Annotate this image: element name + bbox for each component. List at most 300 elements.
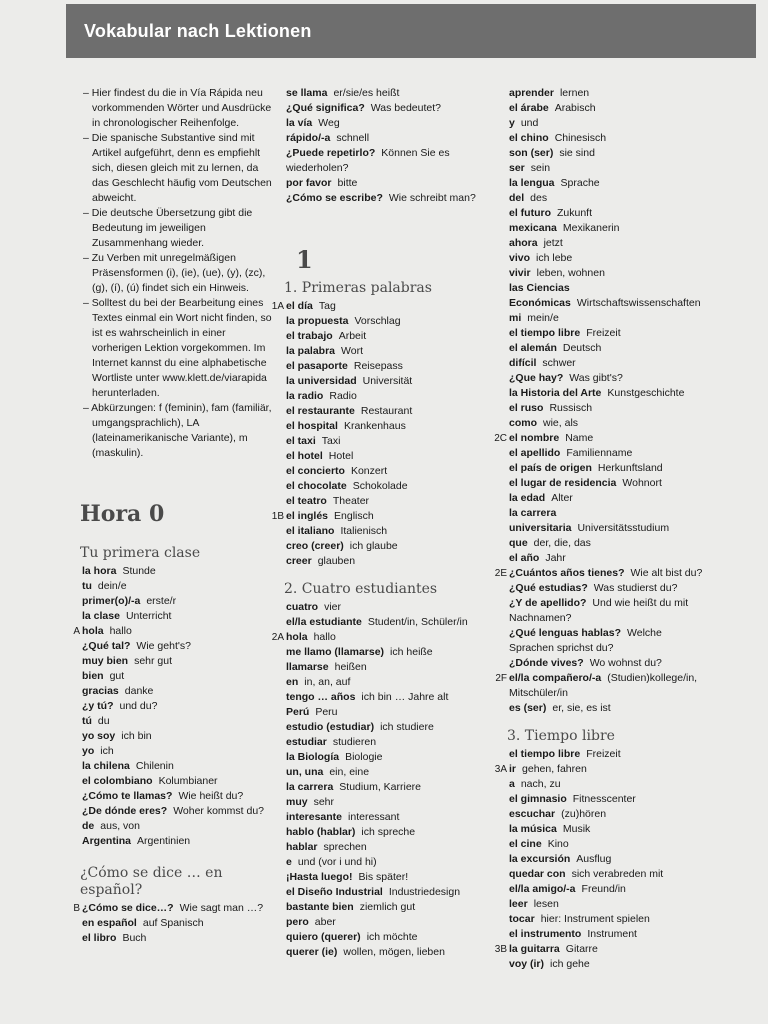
spanish-term: la radio <box>286 390 324 402</box>
spanish-term: estudiar <box>286 736 327 748</box>
german-translation: Taxi <box>321 435 341 447</box>
vocab-entry <box>493 236 703 251</box>
spanish-term: ¿Qué lenguas hablas? <box>509 627 622 639</box>
spanish-term: el tiempo libre <box>509 327 581 339</box>
german-translation: Ausflug <box>576 853 612 865</box>
german-translation: ich bin <box>121 730 152 742</box>
vocab-list <box>493 747 703 972</box>
vocab-entry <box>493 341 703 356</box>
spanish-term: yo soy <box>82 730 116 742</box>
spanish-term: la chilena <box>82 760 130 772</box>
spanish-term: mexicana <box>509 222 557 234</box>
german-translation: Radio <box>329 390 357 402</box>
exercise-marker: 2E <box>494 568 507 579</box>
german-translation: Universitätsstudium <box>577 522 670 534</box>
spanish-term: la propuesta <box>286 315 349 327</box>
german-translation: Arbeit <box>338 330 367 342</box>
german-translation: Studium, Karriere <box>339 781 421 793</box>
german-translation: lernen <box>559 87 590 99</box>
spanish-term: ir <box>509 763 517 775</box>
german-translation: studieren <box>332 736 377 748</box>
german-translation: Alter <box>551 492 573 504</box>
german-translation: Kolumbianer <box>158 775 218 787</box>
vocab-list <box>66 901 276 946</box>
vocab-entry <box>493 551 703 566</box>
vocab-entry <box>66 819 276 834</box>
spanish-term: llamarse <box>286 661 329 673</box>
vocab-entry <box>270 780 490 795</box>
spanish-term: la guitarra <box>509 943 560 955</box>
spanish-term: ¿Y de apellido? <box>509 597 587 609</box>
german-translation: Chilenin <box>135 760 174 772</box>
spanish-term: aprender <box>509 87 554 99</box>
german-translation: Woher kommst du? <box>173 805 265 817</box>
german-translation: Arabisch <box>554 102 596 114</box>
german-translation: Können Sie es wiederholen? <box>286 147 450 174</box>
spanish-term: el árabe <box>509 102 549 114</box>
vocab-entry <box>493 416 703 431</box>
vocab-entry <box>493 837 703 852</box>
note-item: – Die spanische Substantive sind mit Artikel aufgeführt, denn es empfiehlt sich, diesen gleich mit zu lernen, da das Geschlecht häufig vom Deutschen abweicht. <box>83 132 272 204</box>
vocab-entry <box>493 762 703 777</box>
vocab-entry <box>66 774 276 789</box>
vocab-entry <box>66 834 276 849</box>
german-translation: nach, zu <box>520 778 561 790</box>
german-translation: ich spreche <box>361 826 416 838</box>
spanish-term: vivir <box>509 267 531 279</box>
german-translation: Musik <box>562 823 591 835</box>
vocab-entry <box>270 705 490 720</box>
vocab-list <box>493 86 703 716</box>
german-translation: Industriedesign <box>388 886 461 898</box>
spanish-term: Argentina <box>82 835 132 847</box>
spanish-term: ¿Dónde vives? <box>509 657 584 669</box>
vocab-entry <box>493 266 703 281</box>
spanish-term: el taxi <box>286 435 316 447</box>
spanish-term: quedar con <box>509 868 566 880</box>
vocab-entry <box>270 86 490 101</box>
vocab-entry <box>270 930 490 945</box>
german-translation: erste/r <box>146 595 177 607</box>
german-translation: Italienisch <box>340 525 388 537</box>
german-translation: Mexikanerin <box>562 222 620 234</box>
spanish-term: el apellido <box>509 447 561 459</box>
vocab-entry <box>270 645 490 660</box>
section-title: ¿Cómo se dice … en español? <box>80 865 223 898</box>
german-translation: leben, wohnen <box>536 267 605 279</box>
spanish-term: el/la compañero/-a <box>509 672 602 684</box>
vocab-entry <box>493 161 703 176</box>
german-translation: schnell <box>336 132 370 144</box>
spanish-term: ¿y tú? <box>82 700 114 712</box>
spanish-term: la lengua <box>509 177 555 189</box>
spanish-term: la edad <box>509 492 546 504</box>
german-translation: Wort <box>341 345 364 357</box>
exercise-marker: 2F <box>495 673 507 684</box>
german-translation: Unterricht <box>125 610 172 622</box>
vocab-entry <box>270 419 490 434</box>
vocab-entry <box>493 386 703 401</box>
vocab-entry <box>66 639 276 654</box>
spanish-term: el hospital <box>286 420 338 432</box>
column-middle <box>270 86 490 960</box>
vocab-entry <box>493 566 703 581</box>
vocab-entry <box>493 326 703 341</box>
vocab-entry <box>493 852 703 867</box>
vocab-entry <box>493 807 703 822</box>
spanish-term: estudio (estudiar) <box>286 721 375 733</box>
spanish-term: difícil <box>509 357 537 369</box>
spanish-term: tengo … años <box>286 691 356 703</box>
vocab-entry <box>270 885 490 900</box>
spanish-term: muy <box>286 796 308 808</box>
spanish-term: hola <box>286 631 308 643</box>
spanish-term: quiero (querer) <box>286 931 361 943</box>
german-translation: ich gehe <box>550 958 590 970</box>
german-translation: Fitnesscenter <box>572 793 636 805</box>
vocab-entry <box>493 596 703 626</box>
vocab-entry <box>270 389 490 404</box>
german-translation: interessant <box>348 811 400 823</box>
vocab-entry <box>493 131 703 146</box>
spanish-term: por favor <box>286 177 332 189</box>
vocab-entry <box>66 564 276 579</box>
vocab-entry <box>493 251 703 266</box>
german-translation: Freizeit <box>586 327 621 339</box>
german-translation: Krankenhaus <box>343 420 406 432</box>
vocab-entry <box>66 714 276 729</box>
spanish-term: pero <box>286 916 309 928</box>
german-translation: ziemlich gut <box>359 901 416 913</box>
vocab-entry <box>66 931 276 946</box>
exercise-marker: 3A <box>494 764 507 775</box>
german-translation: Freizeit <box>586 748 621 760</box>
vocab-entry <box>493 912 703 927</box>
spanish-term: ¿Qué tal? <box>82 640 131 652</box>
spanish-term: la carrera universitaria <box>509 507 572 534</box>
vocab-entry <box>66 901 276 916</box>
spanish-term: el alemán <box>509 342 557 354</box>
german-translation: er, sie, es ist <box>552 702 611 714</box>
vocab-entry <box>270 344 490 359</box>
spanish-term: leer <box>509 898 528 910</box>
vocab-entry <box>270 509 490 524</box>
german-translation: Freund/in <box>581 883 626 895</box>
vocab-entry <box>493 897 703 912</box>
vocab-entry <box>270 524 490 539</box>
vocab-entry <box>493 491 703 506</box>
vocab-list <box>270 299 490 569</box>
spanish-term: creer <box>286 555 312 567</box>
vocab-entry <box>66 579 276 594</box>
spanish-term: ¿Cómo te llamas? <box>82 790 173 802</box>
vocab-entry <box>493 446 703 461</box>
vocab-entry <box>270 359 490 374</box>
vocab-entry <box>493 146 703 161</box>
german-translation: Deutsch <box>562 342 602 354</box>
german-translation: Was studierst du? <box>593 582 678 594</box>
vocab-entry <box>270 146 490 176</box>
spanish-term: el/la amigo/-a <box>509 883 576 895</box>
german-translation: (zu)hören <box>561 808 607 820</box>
vocab-entry <box>270 116 490 131</box>
exercise-marker: A <box>73 626 80 637</box>
vocab-entry <box>66 684 276 699</box>
german-translation: Stunde <box>122 565 156 577</box>
german-translation: vier <box>324 601 342 613</box>
german-translation: aus, von <box>100 820 140 832</box>
spanish-term: vivo <box>509 252 531 264</box>
vocab-entry <box>493 656 703 671</box>
spanish-term: en español <box>82 917 137 929</box>
german-translation: Theater <box>332 495 370 507</box>
vocab-entry <box>270 299 490 314</box>
german-translation: sprechen <box>323 841 367 853</box>
spanish-term: ¿Que hay? <box>509 372 564 384</box>
german-translation: Universität <box>362 375 413 387</box>
spanish-term: el gimnasio <box>509 793 567 805</box>
vocab-entry <box>493 461 703 476</box>
vocab-entry <box>270 855 490 870</box>
vocab-entry <box>270 870 490 885</box>
spanish-term: el nombre <box>509 432 560 444</box>
vocab-entry <box>493 626 703 656</box>
german-translation: Argentinien <box>137 835 191 847</box>
vocab-entry <box>270 539 490 554</box>
german-translation: ich glaube <box>349 540 398 552</box>
german-translation: Welche Sprachen sprichst du? <box>509 627 662 654</box>
vocab-entry <box>270 720 490 735</box>
vocab-entry <box>66 804 276 819</box>
spanish-term: un, una <box>286 766 324 778</box>
lesson-number: 1 <box>296 245 313 274</box>
spanish-term: tu <box>82 580 92 592</box>
vocab-entry <box>493 581 703 596</box>
german-translation: Weg <box>318 117 340 129</box>
vocab-entry <box>493 191 703 206</box>
spanish-term: como <box>509 417 538 429</box>
vocab-entry <box>493 116 703 131</box>
vocab-entry <box>66 654 276 669</box>
german-translation: Schokolade <box>352 480 408 492</box>
german-translation: sehr <box>313 796 335 808</box>
vocab-entry <box>493 401 703 416</box>
german-translation: glauben <box>317 555 356 567</box>
spanish-term: la palabra <box>286 345 336 357</box>
vocab-entry <box>270 795 490 810</box>
spanish-term: el teatro <box>286 495 327 507</box>
german-translation: sie sind <box>559 147 595 159</box>
german-translation: Kino <box>547 838 569 850</box>
german-translation: Buch <box>122 932 147 944</box>
german-translation: danke <box>124 685 154 697</box>
vocab-list <box>66 564 276 849</box>
vocab-entry <box>493 822 703 837</box>
spanish-term: la vía <box>286 117 313 129</box>
vocab-entry <box>270 449 490 464</box>
spanish-term: ahora <box>509 237 538 249</box>
german-translation: Tag <box>318 300 336 312</box>
vocab-entry <box>270 735 490 750</box>
german-translation: lesen <box>533 898 559 910</box>
german-translation: jetzt <box>543 237 563 249</box>
spanish-term: ¿Puede repetirlo? <box>286 147 376 159</box>
spanish-term: el tiempo libre <box>509 748 581 760</box>
spanish-term: tú <box>82 715 92 727</box>
german-translation: Bis später! <box>358 871 409 883</box>
spanish-term: gracias <box>82 685 119 697</box>
section-title: 3. Tiempo libre <box>507 728 615 744</box>
german-translation: Reisepass <box>353 360 403 372</box>
note-item: – Abkürzungen: f (feminin), fam (familiär, umgangsprachlich), LA (lateinamerikanische Variante), m (maskulin). <box>83 402 272 459</box>
spanish-term: el año <box>509 552 540 564</box>
spanish-term: el Diseño Industrial <box>286 886 383 898</box>
spanish-term: la música <box>509 823 557 835</box>
spanish-term: mi <box>509 312 522 324</box>
german-translation: Und wie heißt du mit Nachnamen? <box>509 597 689 624</box>
spanish-term: bastante bien <box>286 901 354 913</box>
german-translation: Wirtschaftswissenschaften <box>576 297 701 309</box>
spanish-term: el día <box>286 300 313 312</box>
vocab-entry <box>66 594 276 609</box>
german-translation: sich verabreden mit <box>571 868 664 880</box>
vocab-entry <box>270 630 490 645</box>
vocab-entry <box>270 479 490 494</box>
section-title: 2. Cuatro estudiantes <box>284 581 438 597</box>
german-translation: Wie sagt man …? <box>179 902 264 914</box>
vocab-entry <box>270 660 490 675</box>
german-translation: Wie heißt du? <box>178 790 244 802</box>
notes-list <box>66 86 276 461</box>
german-translation: Wie schreibt man? <box>388 192 476 204</box>
german-translation: schwer <box>542 357 576 369</box>
vocab-entry <box>493 792 703 807</box>
spanish-term: el ruso <box>509 402 544 414</box>
vocab-entry <box>493 927 703 942</box>
vocab-entry <box>270 690 490 705</box>
vocab-entry <box>493 701 703 716</box>
german-translation: der, die, das <box>533 537 591 549</box>
german-translation: Wo wohnst du? <box>589 657 662 669</box>
vocab-entry <box>66 699 276 714</box>
german-translation: Name <box>565 432 594 444</box>
exercise-marker: 3B <box>494 944 507 955</box>
spanish-term: y <box>509 117 515 129</box>
vocab-entry <box>66 789 276 804</box>
vocab-entry <box>270 131 490 146</box>
vocab-entry <box>270 329 490 344</box>
spanish-term: rápido/-a <box>286 132 331 144</box>
spanish-term: se llama <box>286 87 328 99</box>
german-translation: hier: Instrument spielen <box>540 913 650 925</box>
spanish-term: e <box>286 856 292 868</box>
german-translation: Herkunftsland <box>597 462 663 474</box>
german-translation: Hotel <box>328 450 354 462</box>
vocab-entry <box>493 536 703 551</box>
vocab-entry <box>270 825 490 840</box>
german-translation: Sprache <box>560 177 600 189</box>
hora0-title: Hora 0 <box>80 501 165 527</box>
column-left <box>66 86 276 946</box>
exercise-marker: 2A <box>271 632 284 643</box>
vocab-entry <box>66 729 276 744</box>
vocab-entry <box>270 314 490 329</box>
german-translation: ich heiße <box>390 646 433 658</box>
german-translation: dein/e <box>97 580 127 592</box>
spanish-term: el pasaporte <box>286 360 348 372</box>
spanish-term: creo (creer) <box>286 540 344 552</box>
spanish-term: yo <box>82 745 95 757</box>
spanish-term: el italiano <box>286 525 335 537</box>
spanish-term: la carrera <box>286 781 334 793</box>
german-translation: mein/e <box>527 312 559 324</box>
spanish-term: a <box>509 778 515 790</box>
spanish-term: el libro <box>82 932 117 944</box>
vocab-entry <box>493 957 703 972</box>
spanish-term: voy (ir) <box>509 958 545 970</box>
spanish-term: el instrumento <box>509 928 582 940</box>
german-translation: Student/in, Schüler/in <box>367 616 468 628</box>
vocab-entry <box>493 206 703 221</box>
spanish-term: son (ser) <box>509 147 554 159</box>
spanish-term: ¿Cuántos años tienes? <box>509 567 625 579</box>
spanish-term: hola <box>82 625 104 637</box>
spanish-term: la Biología <box>286 751 340 763</box>
german-translation: sein <box>530 162 551 174</box>
spanish-term: las Ciencias Económicas <box>509 282 571 309</box>
german-translation: aber <box>314 916 336 928</box>
exercise-marker: 1B <box>271 511 284 522</box>
vocab-entry <box>270 915 490 930</box>
spanish-term: hablar <box>286 841 318 853</box>
german-translation: Peru <box>315 706 338 718</box>
german-translation: (Studien)kollege/in, Mitschüler/in <box>509 672 698 699</box>
note-item: – Hier findest du die in Vía Rápida neu vorkommenden Wörter und Ausdrücke in chronologischer Reihenfolge. <box>83 87 272 129</box>
vocab-entry <box>270 600 490 615</box>
vocab-entry <box>493 476 703 491</box>
exercise-marker: 1A <box>271 301 284 312</box>
page-title: Vokabular nach Lektionen <box>84 21 312 41</box>
spanish-term: escuchar <box>509 808 556 820</box>
german-translation: in, an, auf <box>304 676 351 688</box>
spanish-term: el chino <box>509 132 549 144</box>
spanish-term: el trabajo <box>286 330 333 342</box>
spanish-term: ¿De dónde eres? <box>82 805 168 817</box>
german-translation: Biologie <box>345 751 383 763</box>
spanish-term: la clase <box>82 610 120 622</box>
spanish-term: el hotel <box>286 450 323 462</box>
spanish-term: la excursión <box>509 853 571 865</box>
german-translation: gehen, fahren <box>522 763 587 775</box>
vocab-entry <box>270 374 490 389</box>
vocab-entry <box>66 624 276 639</box>
spanish-term: ser <box>509 162 525 174</box>
spanish-term: ¿Cómo se escribe? <box>286 192 383 204</box>
german-translation: hallo <box>313 631 336 643</box>
spanish-term: el restaurante <box>286 405 355 417</box>
german-translation: Wie geht's? <box>136 640 191 652</box>
spanish-term: el país de origen <box>509 462 592 474</box>
vocab-entry <box>493 371 703 386</box>
section-title: 1. Primeras palabras <box>284 280 432 296</box>
vocab-entry <box>493 867 703 882</box>
german-translation: Chinesisch <box>554 132 607 144</box>
spanish-term: muy bien <box>82 655 129 667</box>
german-translation: Was bedeutet? <box>370 102 442 114</box>
german-translation: gut <box>109 670 125 682</box>
spanish-term: el concierto <box>286 465 345 477</box>
spanish-term: ¿Qué estudias? <box>509 582 588 594</box>
